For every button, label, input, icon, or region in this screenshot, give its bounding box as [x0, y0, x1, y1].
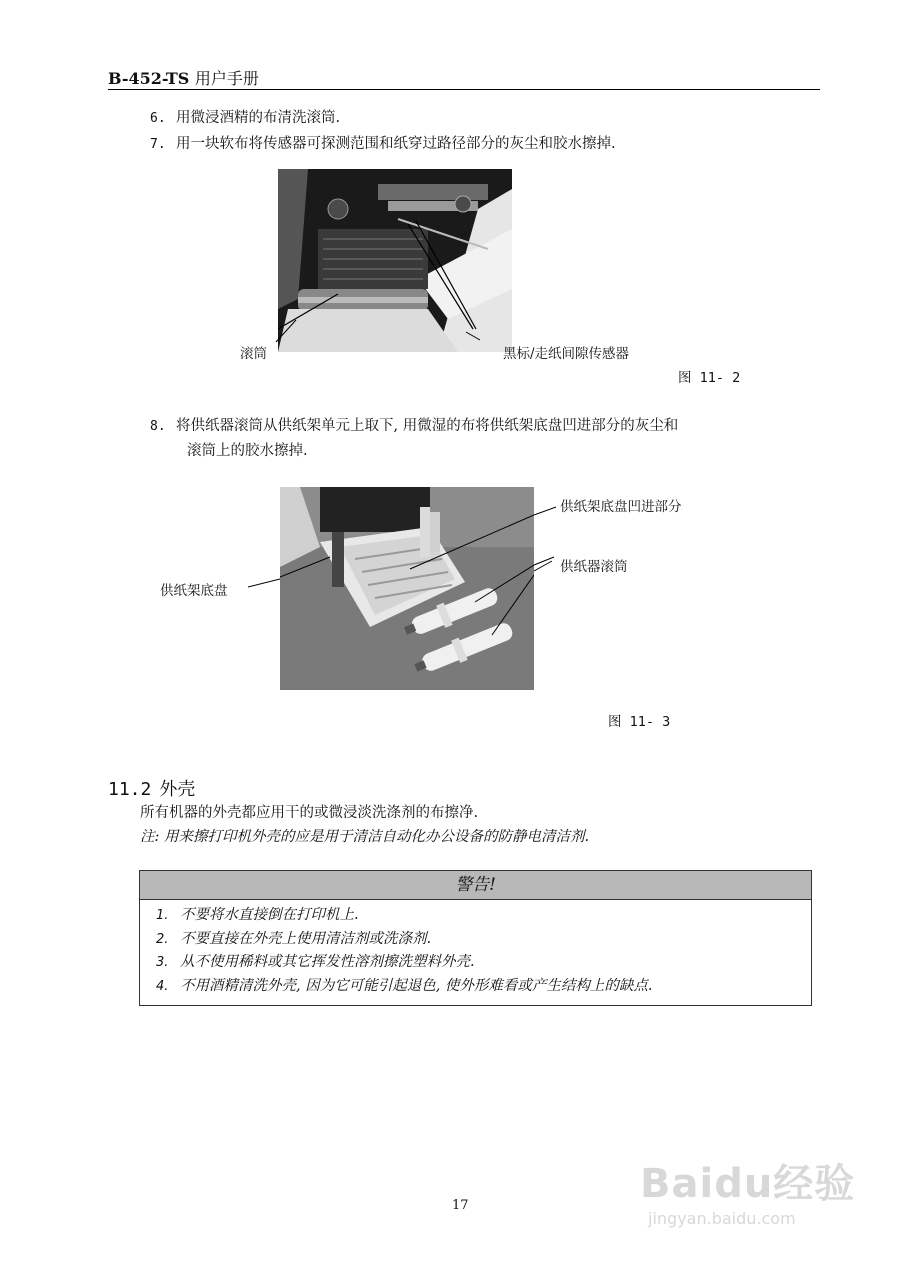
section-note: 注: 用来擦打印机外壳的应是用于清洁自动化办公设备的防静电清洁剂.	[140, 829, 590, 845]
step-text: 用一块软布将传感器可探测范围和纸穿过路径部分的灰尘和胶水擦掉.	[176, 136, 616, 152]
warning-item	[156, 928, 811, 952]
warning-item-number: 1.	[156, 908, 169, 923]
figure1-leader-lines	[236, 280, 496, 350]
manual-title: 用户手册	[194, 69, 259, 88]
warning-item-number: 2.	[156, 931, 169, 947]
warning-item-text: 不用酒精清洗外壳, 因为它可能引起退色, 使外形难看或产生结构上的缺点.	[180, 977, 653, 994]
label-roller: 滚筒	[240, 346, 267, 362]
watermark-url: jingyan.baidu.com	[648, 1209, 796, 1228]
step-8-continued: 滚筒上的胶水擦掉.	[187, 443, 308, 459]
step-8	[150, 415, 678, 438]
warning-item-text: 不要将水直接倒在打印机上.	[180, 907, 359, 923]
figure-number-11-2: 图 11- 2	[678, 370, 741, 386]
section-title: 外壳	[159, 779, 196, 800]
step-text-line1: 将供纸器滚筒从供纸架单元上取下, 用微湿的布将供纸架底盘凹进部分的灰尘和	[176, 418, 679, 434]
step-6	[150, 107, 340, 130]
warning-item-text: 不要直接在外壳上使用清洁剂或洗涤剂.	[180, 930, 432, 947]
watermark-brand: Baidu经验	[640, 1161, 856, 1207]
step-7	[150, 133, 616, 156]
baidu-watermark	[640, 1152, 855, 1228]
warning-item	[156, 975, 811, 999]
label-feeder-roller: 供纸器滚筒	[560, 559, 628, 575]
page-number: 17	[452, 1198, 469, 1213]
warning-box	[139, 870, 812, 1006]
section-heading	[108, 775, 195, 801]
figure-number-11-3: 图 11- 3	[608, 714, 671, 730]
step-number: 7.	[150, 137, 166, 152]
warning-item-number: 3.	[156, 955, 169, 970]
step-number: 8.	[150, 419, 166, 434]
step-number: 6.	[150, 111, 166, 126]
header-rule	[108, 89, 820, 90]
label-sensor: 黑标/走纸间隙传感器	[503, 346, 630, 362]
warning-item	[156, 904, 811, 928]
warning-item-number: 4.	[156, 978, 169, 994]
model-name: B-452-TS	[108, 69, 190, 88]
step-text: 用微浸酒精的布清洗滚筒.	[176, 110, 341, 126]
section-number: 11.2	[108, 779, 152, 800]
label-tray-base: 供纸架底盘	[160, 583, 228, 599]
manual-header	[108, 66, 259, 89]
warning-list	[140, 900, 811, 998]
figure2-leader-lines	[240, 505, 570, 615]
warning-item-text: 从不使用稀料或其它挥发性溶剂擦洗塑料外壳.	[180, 954, 475, 970]
label-tray-recess: 供纸架底盘凹进部分	[560, 499, 682, 515]
warning-item	[156, 951, 811, 975]
warning-title: 警告!	[140, 871, 811, 900]
section-body: 所有机器的外壳都应用干的或微浸淡洗涤剂的布擦净.	[140, 805, 479, 821]
